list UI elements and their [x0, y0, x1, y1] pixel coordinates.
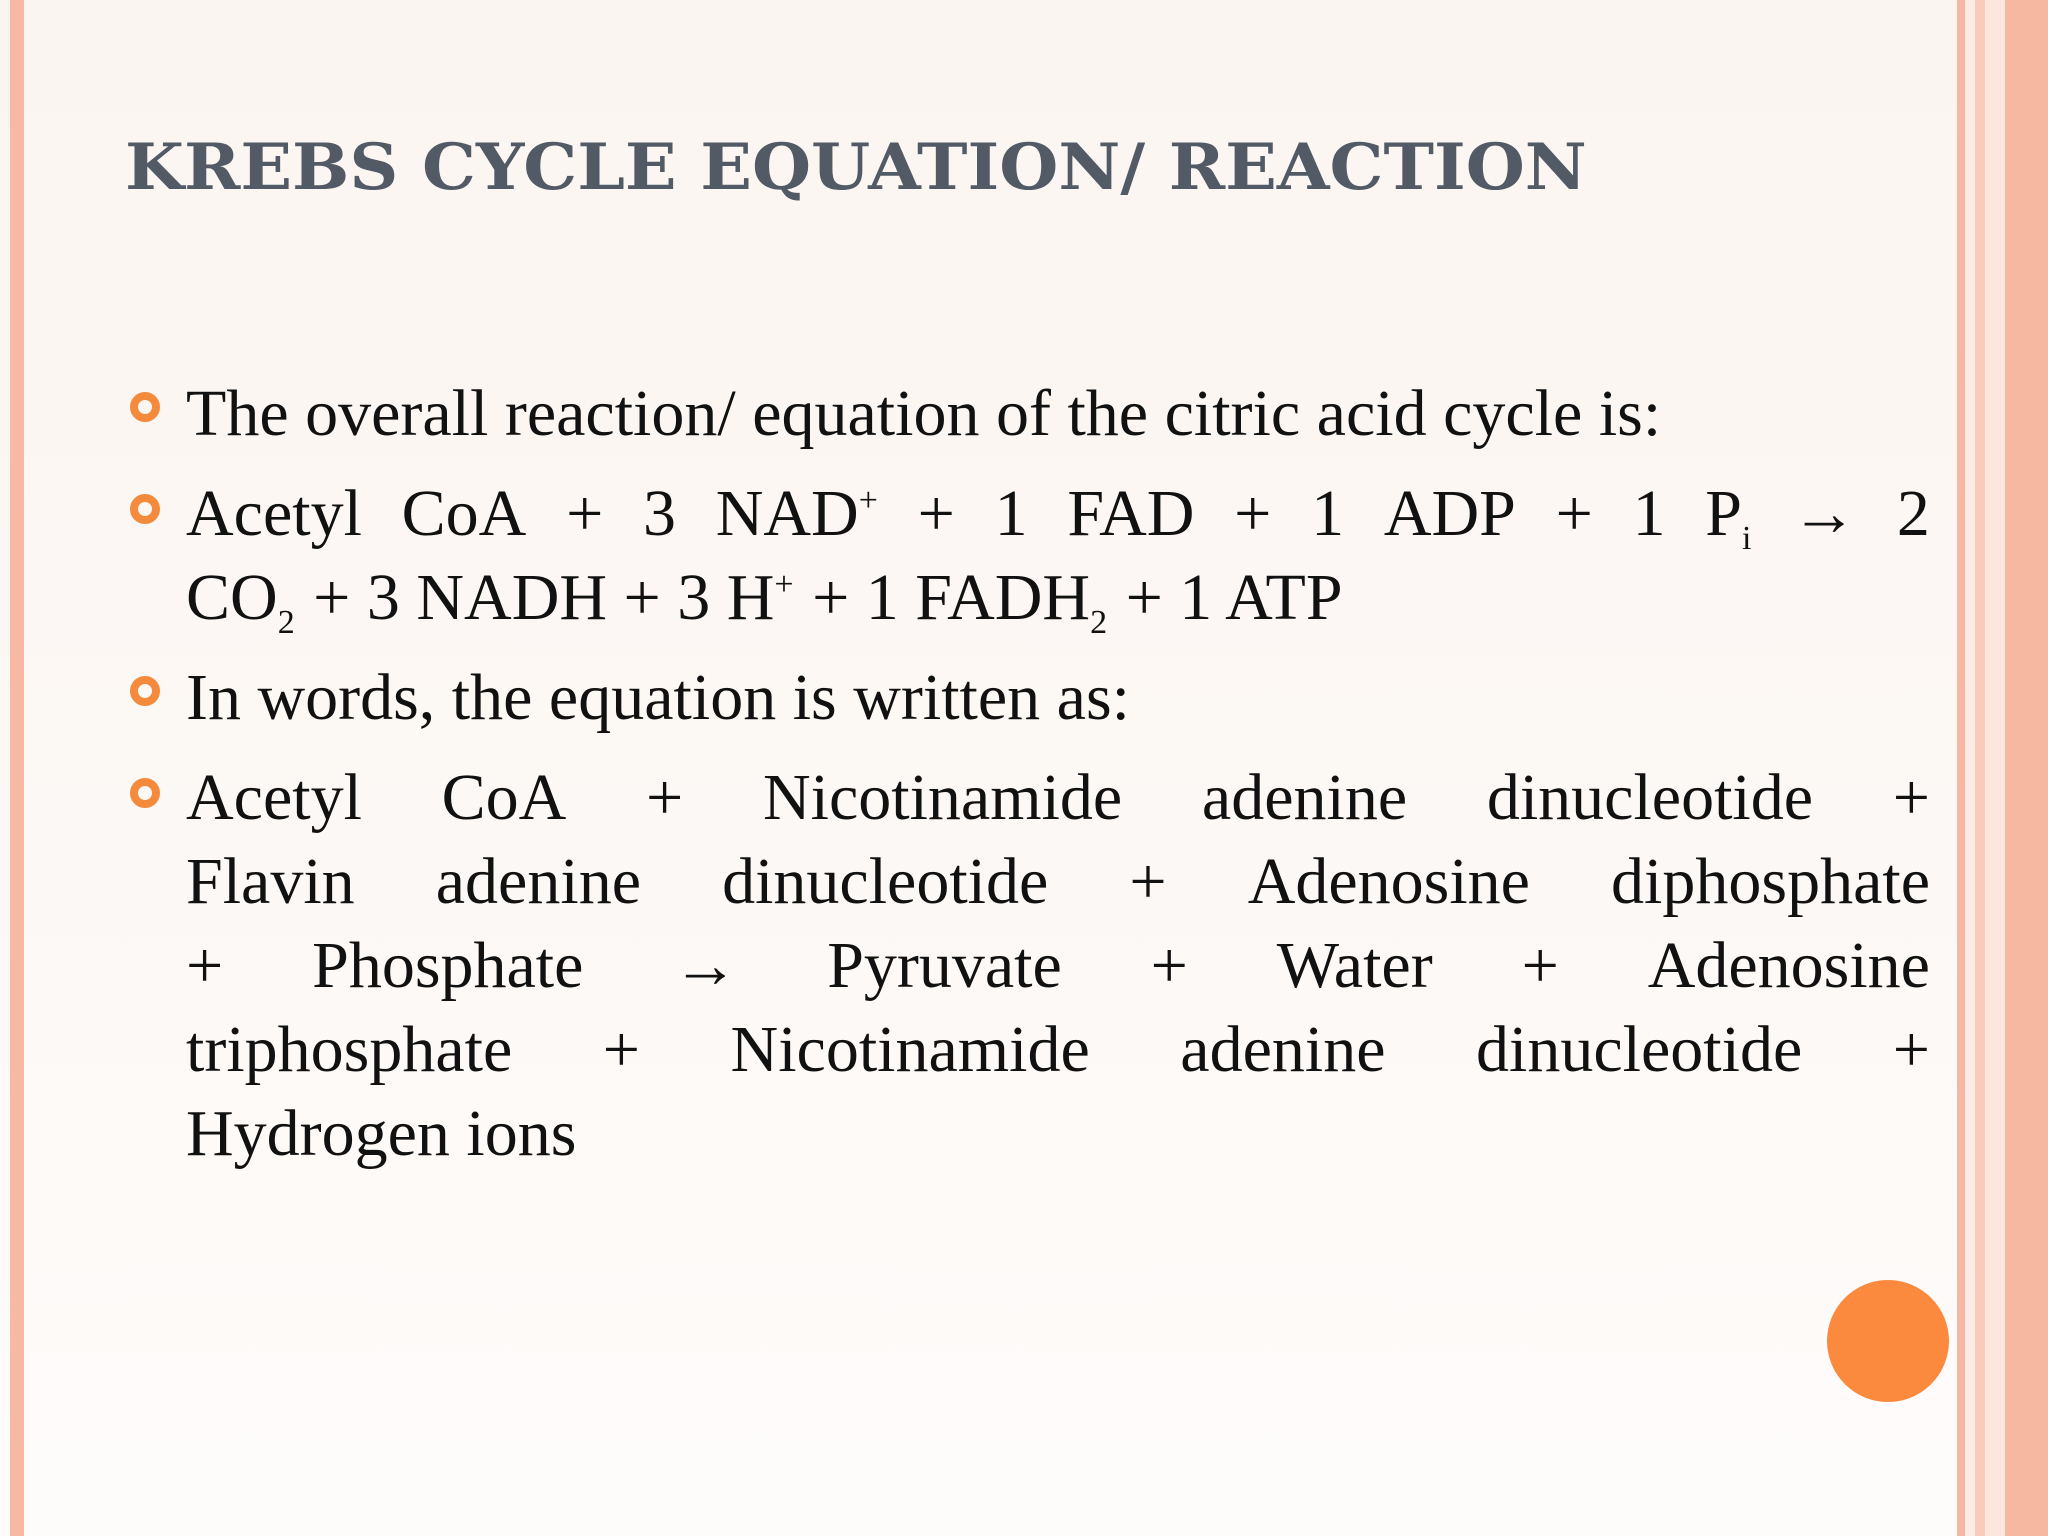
bullet-item	[130, 472, 1930, 640]
ring-bullet-icon	[130, 676, 160, 706]
word: +	[1234, 477, 1272, 550]
word: 2	[1896, 477, 1930, 550]
word: diphosphate	[1611, 845, 1930, 918]
word: Adenosine	[1247, 845, 1530, 918]
word: +	[646, 761, 684, 834]
words-line-2	[186, 840, 1930, 924]
word-co2: $CO_2$	[186, 561, 295, 641]
word: Pyruvate	[827, 929, 1062, 1002]
bullet-text: The overall reaction/ equation of the citric acid cycle is:	[186, 377, 1662, 450]
word: Nicotinamide	[730, 1013, 1090, 1086]
word: ADP	[1383, 477, 1516, 550]
word: CoA	[441, 761, 567, 834]
equation-segment: + 1 $FADH_2$	[812, 561, 1108, 641]
right-border-strip	[2005, 0, 2048, 1536]
right-border-strip	[1985, 0, 2005, 1536]
ring-bullet-icon	[130, 392, 160, 422]
word: CoA	[401, 477, 527, 550]
right-border-strip	[1965, 0, 1975, 1536]
right-border-strip	[1957, 0, 1965, 1536]
words-line-4	[186, 1008, 1930, 1092]
bullet-text: In words, the equation is written as:	[186, 661, 1130, 734]
word-nad: NAD+	[715, 477, 878, 550]
word: dinucleotide	[1476, 1013, 1803, 1086]
word: adenine	[1180, 1013, 1386, 1086]
right-border-strip	[1975, 0, 1985, 1536]
subscript: i	[1742, 520, 1752, 557]
word: 1	[1632, 477, 1666, 550]
word: +	[1129, 845, 1167, 918]
word: +	[566, 477, 604, 550]
word: adenine	[435, 845, 641, 918]
superscript: +	[858, 482, 878, 519]
word: +	[1150, 929, 1188, 1002]
word: Adenosine	[1647, 929, 1930, 1002]
arrow-icon: →	[672, 929, 739, 1002]
bullet-item	[130, 370, 1930, 458]
ring-bullet-icon	[130, 494, 160, 524]
ring-bullet-icon	[130, 778, 160, 808]
word: Flavin	[186, 845, 355, 918]
word: Phosphate	[312, 929, 584, 1002]
word: +	[1892, 1013, 1930, 1086]
decorative-orange-circle	[1827, 1280, 1949, 1402]
word: Acetyl	[186, 761, 362, 834]
word: dinucleotide	[722, 845, 1049, 918]
word: adenine	[1201, 761, 1408, 834]
word: Acetyl	[186, 477, 362, 550]
slide-title: KREBS CYCLE EQUATION/ REACTION	[125, 130, 1587, 205]
word: +	[1521, 929, 1559, 1002]
bullet-item	[130, 654, 1930, 742]
word: +	[1555, 477, 1593, 550]
bullet-list	[130, 370, 1930, 1190]
words-line-3	[186, 924, 1930, 1008]
word: Water	[1276, 929, 1433, 1002]
word: 1	[1311, 477, 1345, 550]
word: Nicotinamide	[762, 761, 1123, 834]
words-line-1	[186, 756, 1930, 840]
word: dinucleotide	[1486, 761, 1814, 834]
left-border-strip	[10, 0, 24, 1536]
equation-line-2	[186, 556, 1930, 640]
word: triphosphate	[186, 1013, 513, 1086]
bullet-item	[130, 756, 1930, 1176]
word: +	[917, 477, 955, 550]
words-line-5: Hydrogen ions	[186, 1097, 577, 1170]
word: 3	[643, 477, 677, 550]
subscript: 2	[277, 604, 295, 641]
word-pi: $P_i$	[1705, 477, 1752, 557]
word: FAD	[1067, 477, 1195, 550]
subscript: 2	[1090, 604, 1108, 641]
equation-line-1	[186, 472, 1930, 556]
word: +	[186, 929, 224, 1002]
equation-segment: + 1 ATP	[1125, 561, 1343, 634]
word: 1	[994, 477, 1028, 550]
superscript: +	[774, 566, 794, 603]
arrow-icon: →	[1791, 477, 1858, 550]
equation-segment: + 3 NADH + 3 H+	[313, 561, 794, 634]
word: +	[602, 1013, 641, 1086]
word: +	[1892, 761, 1930, 834]
